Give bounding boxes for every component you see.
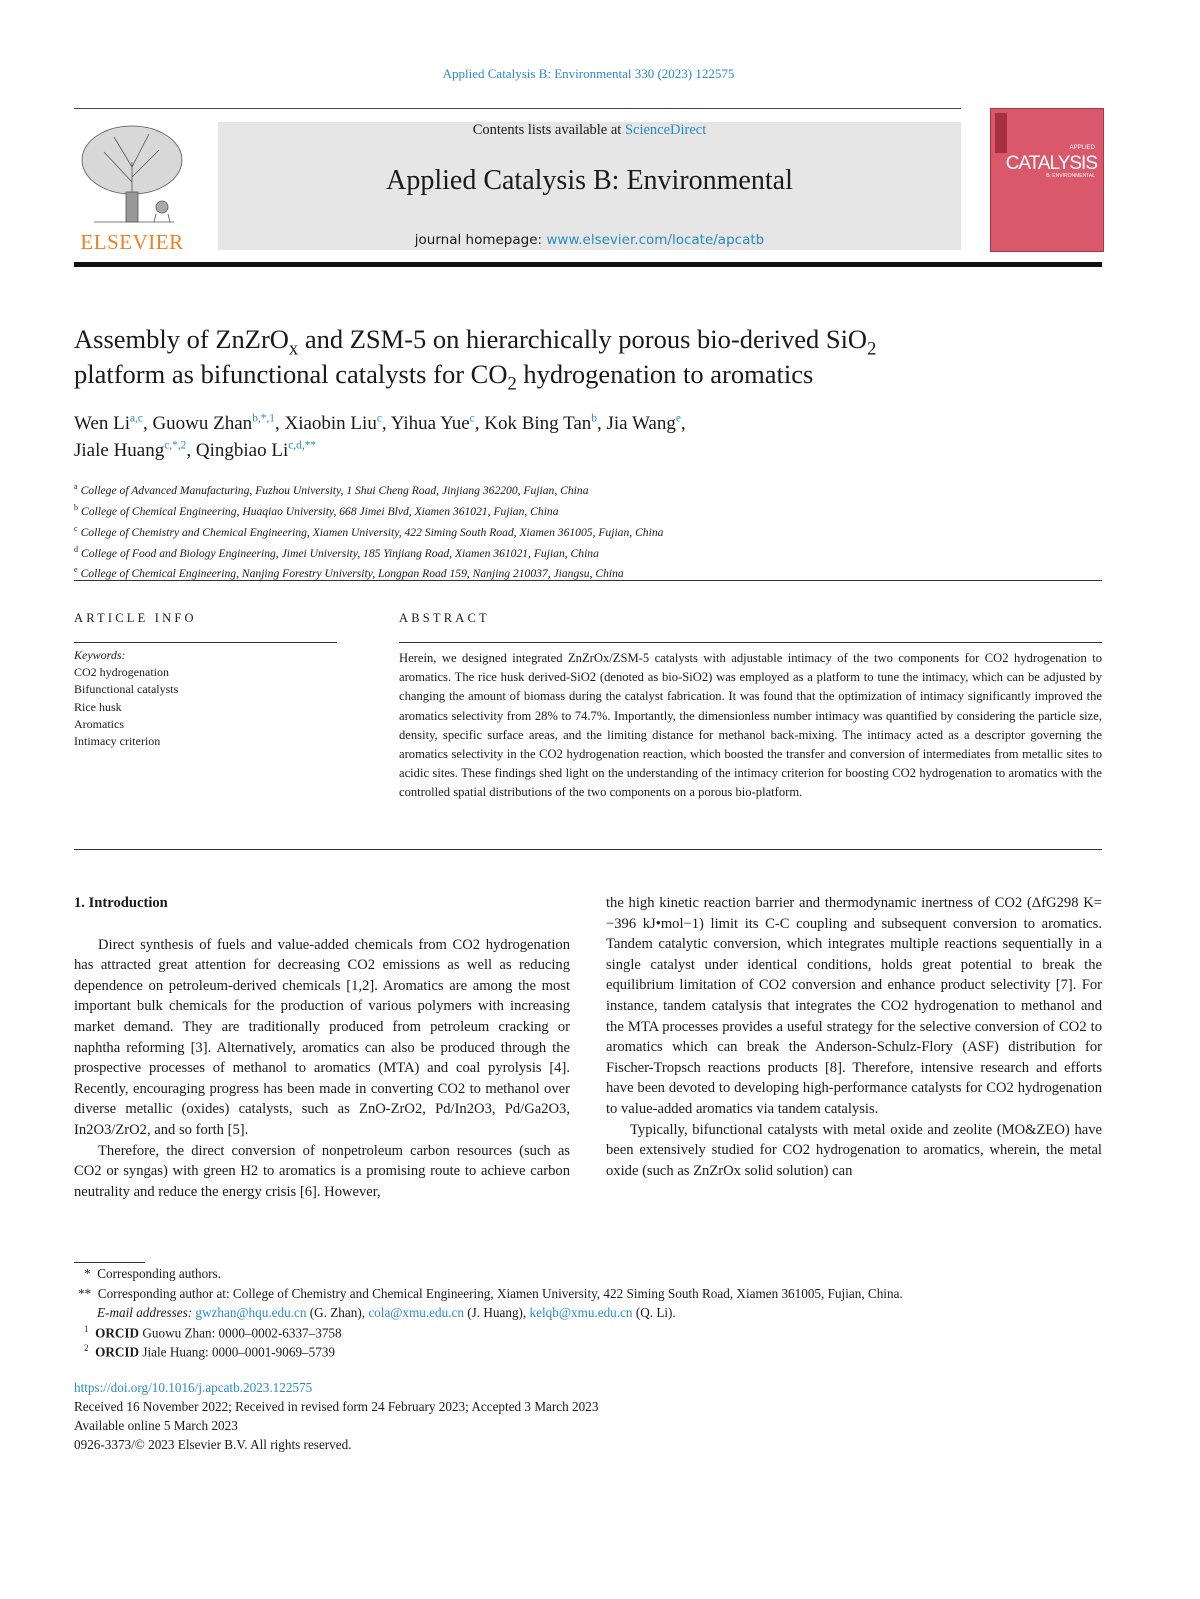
cover-applied: APPLIED [1069, 145, 1095, 151]
footnote-corresponding-2: ** Corresponding author at: College of Chemistry and Chemical Engineering, Xiamen University, 422 Siming South Road, Xiamen 361005, Fujian, China. [78, 1286, 903, 1301]
keyword-item: Bifunctional catalysts [74, 682, 179, 697]
article-metadata [74, 1378, 598, 1454]
footnote-orcid-1: $^1$ ORCID Guowu Zhan: 0000–0002-6337–3758 [84, 1324, 342, 1341]
affiliation: $^b$ College of Chemical Engineering, Huaqiao University, 668 Jimei Blvd, Xiamen 361021, Fujian, China [74, 502, 559, 518]
author[interactable]: Yihua Yue$^c$ [390, 412, 475, 434]
article-info-heading: ARTICLE INFO [74, 611, 197, 625]
doi-link[interactable]: https://doi.org/10.1016/j.apcatb.2023.122575 [74, 1380, 313, 1395]
homepage-link[interactable]: www.elsevier.com/locate/apcatb [546, 232, 765, 248]
author[interactable]: Guowu Zhan$^{b,*,1}$ [152, 412, 275, 434]
author[interactable]: Kok Bing Tan$^b$ [484, 412, 597, 434]
author[interactable]: Wen Li$^{a,c}$ [74, 412, 143, 434]
contents-prefix: Contents lists available at [472, 122, 622, 138]
keywords-block [74, 647, 337, 750]
journal-name: Applied Catalysis B: Environmental [386, 165, 793, 196]
footnote-rule [74, 1262, 145, 1263]
footnote-orcid-2: $^2$ ORCID Jiale Huang: 0000–0001-9069–5739 [84, 1343, 336, 1360]
email-link[interactable]: cola@xmu.edu.cn [368, 1305, 464, 1320]
journal-banner [218, 122, 961, 250]
affiliation: $^e$ College of Chemical Engineering, Nanjing Forestry University, Longpan Road 159, Nanjing 210037, Jiangsu, China [74, 565, 624, 581]
cover-bar [995, 113, 1007, 153]
journal-cover-thumbnail [990, 108, 1104, 252]
affiliation: $^c$ College of Chemistry and Chemical Engineering, Xiamen University, 422 Siming South Road, Xiamen 361005, Fujian, China [74, 523, 664, 539]
author[interactable]: Jia Wang$^e$ [606, 412, 681, 434]
affiliation: $^a$ College of Advanced Manufacturing, Fuzhou University, 1 Shui Cheng Road, Jinjiang 362200, Fujian, China [74, 482, 589, 497]
cover-title: CATALYSIS [1005, 153, 1097, 174]
journal-citation[interactable]: Applied Catalysis B: Environmental 330 (2023) 122575 [442, 66, 735, 81]
copyright: 0926-3373/© 2023 Elsevier B.V. All rights reserved. [74, 1437, 352, 1452]
paragraph: the high kinetic reaction barrier and thermodynamic inertness of CO2 (ΔfG298 K= −396 kJ•mol−1) limit its C-C coupling and subsequent conversion to aromatics. Tandem catalytic conversion, which integrates multiple reactions sequentially in a single catalyst under identical conditions, holds great potential to break the equilibrium limitation of CO2 conversion and enhance product selectivity [7]. For instance, tandem catalysis that integrates the CO2 hydrogenation to methanol and the MTA processes provides a useful strategy for the selective conversion of CO2 to aromatics which can break the Anderson-Schulz-Flory (ASF) distribution for Fischer-Tropsch reactions products [8]. Therefore, intensive research and efforts have been devoted to developing high-performance catalysts for CO2 hydrogenation to value-added aromatics via tandem catalysis. [606, 895, 1102, 1117]
paragraph: Typically, bifunctional catalysts with metal oxide and zeolite (MO&ZEO) have been extensively studied for CO2 hydrogenation to aromatics, wherein, the metal oxide (such as ZnZrOx solid solution) can [606, 1121, 1102, 1179]
header-rule [74, 108, 961, 109]
article-title: Assembly of ZnZrO$_x$ and ZSM-5 on hierarchically porous bio-derived SiO$_2$ platform as bifunctional catalysts for $CO_2$ hydrogenation to aromatics [74, 324, 877, 395]
abstract-rule [399, 642, 1102, 643]
header-thick-rule [74, 262, 1102, 267]
section-rule [74, 849, 1102, 850]
affiliations [74, 478, 1102, 582]
section-rule [74, 580, 1102, 581]
paragraph: Direct synthesis of fuels and value-added chemicals from CO2 hydrogenation has attracted great attention for decreasing CO2 emissions as well as reducing dependence on petroleum-derived chemicals [1,2]. Aromatics are among the most important bulk chemicals for the production of various polymers with increasing market demand. They are traditionally produced from petroleum cracking or naphtha reforming [3]. Alternatively, aromatics can also be produced through the prospective processes of methanol to aromatics (MTA) and coal pyrolysis [4]. Recently, encouraging progress has been made in converting CO2 to methanol over diverse metallic (oxides) catalysts, such as ZnO-ZrO2, Pd/In2O3, Pd/Ga2O3, In2O3/ZrO2, and so forth [5]. [74, 936, 570, 1138]
publisher-wordmark: ELSEVIER [80, 230, 184, 254]
sciencedirect-link[interactable]: ScienceDirect [624, 122, 707, 138]
homepage-line [218, 232, 961, 248]
email-link[interactable]: kelqb@xmu.edu.cn [529, 1305, 633, 1320]
homepage-prefix: journal homepage: [414, 232, 543, 248]
contents-line [218, 122, 961, 139]
keyword-item: CO2 hydrogenation [74, 665, 169, 680]
keywords-label: Keywords: [74, 648, 126, 662]
email-link[interactable]: gwzhan@hqu.edu.cn [195, 1305, 307, 1320]
footnote-corresponding: * Corresponding authors. [84, 1266, 221, 1281]
left-column [74, 893, 570, 1202]
author[interactable]: Jiale Huang$^{c,*,2}$ [74, 439, 187, 461]
keyword-item: Rice husk [74, 699, 122, 714]
author-list: Wen Li$^{a,c}$, Guowu Zhan$^{b,*,1}$, Xiaobin Liu$^c$, Yihua Yue$^c$, Kok Bing Tan$^b$, Jia Wang$^e$, Jiale Huang$^{c,*,2}$, Qingbiao $Li^{c,d,**}$ [74, 412, 686, 461]
abstract-heading: ABSTRACT [399, 611, 490, 625]
author[interactable]: Qingbiao $Li^{c,d,**}$ [195, 439, 317, 461]
online-date: Available online 5 March 2023 [74, 1418, 238, 1433]
keyword-item: Intimacy criterion [74, 734, 161, 749]
keyword-item: Aromatics [74, 716, 124, 731]
section-heading-introduction: 1. Introduction [74, 895, 168, 911]
right-column [606, 893, 1102, 1181]
keywords-rule [74, 642, 337, 643]
author[interactable]: Xiaobin Liu$^c$ [284, 412, 382, 434]
abstract-text: Herein, we designed integrated ZnZrOx/ZSM-5 catalysts with adjustable intimacy of the two components for CO2 hydrogenation to aromatics. The rice husk derived-SiO2 (denoted as bio-SiO2) was employed as a platform to tune the intimacy, which can be adjusted by changing the amount of biomass during the catalyst fabrication. It was found that the optimization of intimacy significantly improved the aromatics selectivity from 28% to 74.7%. Importantly, the dimensionless number intimacy was quantified by considering the particle size, density, specific surface areas, and the limiting distance for methanol back-mixing. The intimacy acted as a descriptor governing the aromatics selectivity in the CO2 hydrogenation reaction, which boosted the transfer and conversion of intermediates from metallic sites to acidic sites. These findings shed light on the understanding of the intimacy criterion for boosting CO2 hydrogenation to aromatics with the controlled spatial distributions of the two components on a porous bio-platform. [399, 651, 1102, 800]
footnote-emails: E-mail addresses: gwzhan@hqu.edu.cn (G. Zhan), cola@xmu.edu.cn (J. Huang), kelqb@xmu.edu.cn (Q. Li). [97, 1305, 676, 1320]
received-dates: Received 16 November 2022; Received in revised form 24 February 2023; Accepted 3 March 2023 [74, 1399, 599, 1414]
affiliation: $^d$ College of Food and Biology Engineering, Jimei University, 185 Yinjiang Road, Xiamen 361021, Fujian, China [74, 544, 599, 560]
paragraph: Therefore, the direct conversion of nonpetroleum carbon resources (such as CO2 or syngas) with green H2 to aromatics is a promising route to achieve carbon neutrality and reduce the energy crisis [6]. However, [74, 1142, 570, 1200]
cover-env: B: ENVIRONMENTAL [1046, 173, 1095, 179]
